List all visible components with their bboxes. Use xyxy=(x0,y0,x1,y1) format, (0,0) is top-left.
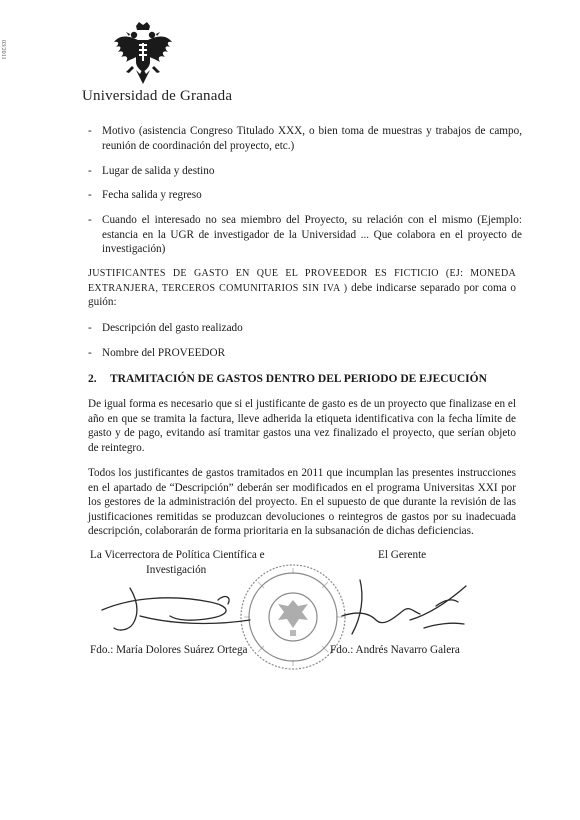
right-signatory-name: Fdo.: Andrés Navarro Galera xyxy=(330,644,460,656)
left-signatory-name: Fdo.: María Dolores Suárez Ortega xyxy=(90,644,248,656)
right-signatory-title: El Gerente xyxy=(378,549,427,561)
left-handwritten-signature xyxy=(100,580,260,640)
list-item-text: Descripción del gasto realizado xyxy=(102,322,243,334)
left-title-line: Investigación xyxy=(146,563,207,576)
margin-mark: 03/2011 xyxy=(0,40,6,60)
bullet-dash: - xyxy=(88,165,92,177)
bullet-dash: - xyxy=(88,347,92,359)
list-item-text: Nombre del PROVEEDOR xyxy=(102,347,226,359)
bullet-dash: - xyxy=(88,125,92,137)
left-title-line: La Vicerrectora de Política Científica e xyxy=(90,549,265,561)
section-heading xyxy=(88,373,487,385)
proveedor-ficticio-rest: debe indicarse separado por coma o guión: xyxy=(88,281,516,308)
proveedor-ficticio-paragraph xyxy=(88,266,516,310)
section-number: 2. xyxy=(88,373,97,385)
bullet-dash: - xyxy=(88,189,92,201)
proveedor-ficticio-caps: JUSTIFICANTES DE GASTO EN QUE EL PROVEEDOR ES FICTICIO (EJ: MONEDA EXTRANJERA, TERCEROS COMUNITARIOS SIN IVA ) xyxy=(88,268,516,294)
bullet-dash: - xyxy=(88,214,92,226)
section-title: TRAMITACIÓN DE GASTOS DENTRO DEL PERIODO DE EJECUCIÓN xyxy=(110,373,487,385)
list-item-text: Lugar de salida y destino xyxy=(102,165,215,177)
body-paragraph: Todos los justificantes de gastos tramitados en 2011 que incumplan las presentes instrucciones en el apartado de “Descripción” deberán ser modificados en el programa Universitas XXI por los gestores de la administración del proyecto. En el supuesto de que durante la revisión de las justificaciones remitidas se produzcan devoluciones o reintegros de gastos por su inadecuada descripción, colaborarán de forma prioritaria en la subsanación de dichas deficiencias. xyxy=(88,467,516,537)
bullet-dash: - xyxy=(88,322,92,334)
right-handwritten-signature xyxy=(340,576,470,640)
body-paragraph: De igual forma es necesario que si el justificante de gasto es de un proyecto que finalizase en el año en que se tramita la factura, lleve adherida la etiqueta identificativa con la fecha límite de gasto y de pago, evitando así tramitar gastos una vez finalizado el proyecto, que serían objeto de reintegro. xyxy=(88,398,516,454)
list-item-text: Motivo (asistencia Congreso Titulado XXX, o bien toma de muestras y trabajos de campo, reunión de coordinación del proyecto, etc.) xyxy=(102,125,522,152)
university-name: Universidad de Granada xyxy=(82,88,233,104)
list-item-text: Fecha salida y regreso xyxy=(102,189,202,201)
list-item-text: Cuando el interesado no sea miembro del Proyecto, su relación con el mismo (Ejemplo: estancia en la UGR de investigador de la Universidad ... Que colabora en el proyecto de investigación) xyxy=(102,214,522,255)
university-crest-logo xyxy=(112,22,174,88)
